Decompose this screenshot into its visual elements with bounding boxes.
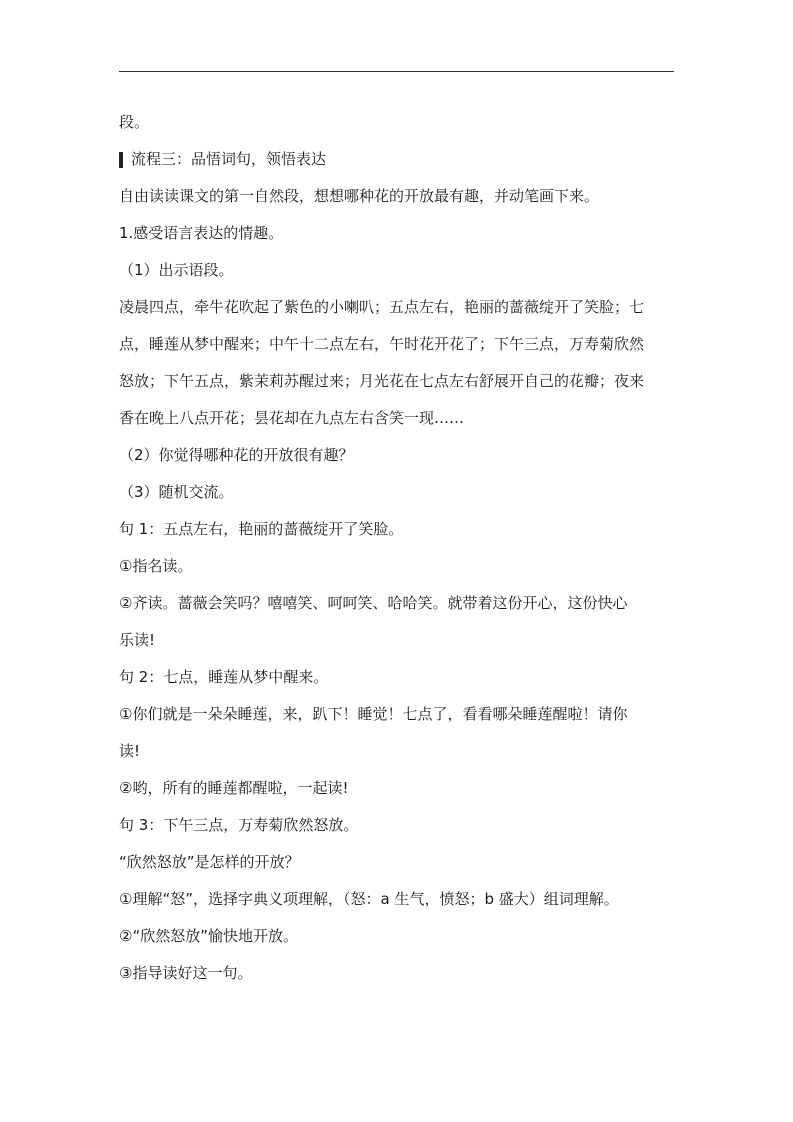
text-line: 1.感受语言表达的情趣。	[119, 224, 284, 242]
heading-text: 流程三：品悟词句，领悟表达	[131, 150, 327, 168]
text-line: 香在晚上八点开花；昙花却在九点左右含笑一现……	[119, 409, 465, 427]
text-line: 句 3：下午三点，万寿菊欣然怒放。	[119, 816, 359, 834]
heading-bar-icon	[119, 152, 123, 168]
text-line: 段。	[119, 113, 150, 131]
text-line: ①指名读。	[119, 557, 193, 575]
section-heading	[119, 141, 679, 178]
text-line: 凌晨四点，牵牛花吹起了紫色的小喇叭；五点左右，艳丽的蔷薇绽开了笑脸；七	[119, 298, 645, 316]
text-line: 读!	[119, 742, 141, 760]
text-line: ①理解“怒”，选择字典义项理解，（怒：a 生气，愤怒；b 盛大）组词理解。	[119, 890, 619, 908]
text-line: 句 1：五点左右，艳丽的蔷薇绽开了笑脸。	[119, 520, 404, 538]
text-line: 自由读读课文的第一自然段，想想哪种花的开放最有趣，并动笔画下来。	[119, 187, 600, 205]
text-line: ①你们就是一朵朵睡莲，来，趴下！睡觉！七点了，看看哪朵睡莲醒啦！请你	[119, 705, 628, 723]
text-line: （1）出示语段。	[119, 261, 234, 279]
text-line: 乐读!	[119, 631, 156, 649]
text-line: “欣然怒放”是怎样的开放？	[119, 853, 300, 871]
text-line: ②哟，所有的睡莲都醒啦，一起读!	[119, 779, 349, 797]
header-rule	[119, 71, 674, 72]
text-line: ②齐读。蔷薇会笑吗？嘻嘻笑、呵呵笑、哈哈笑。就带着这份开心，这份快心	[119, 594, 628, 612]
text-line: （3）随机交流。	[119, 483, 234, 501]
document-body	[119, 104, 679, 992]
text-line: （2）你觉得哪种花的开放很有趣？	[119, 446, 354, 464]
text-line: ③指导读好这一句。	[119, 964, 253, 982]
text-line: ②“欣然怒放”愉快地开放。	[119, 927, 298, 945]
text-line: 句 2：七点，睡莲从梦中醒来。	[119, 668, 329, 686]
text-line: 点，睡莲从梦中醒来；中午十二点左右，午时花开花了；下午三点，万寿菊欣然	[119, 335, 645, 353]
text-line: 怒放；下午五点，紫茉莉苏醒过来；月光花在七点左右舒展开自己的花瓣；夜来	[119, 372, 645, 390]
